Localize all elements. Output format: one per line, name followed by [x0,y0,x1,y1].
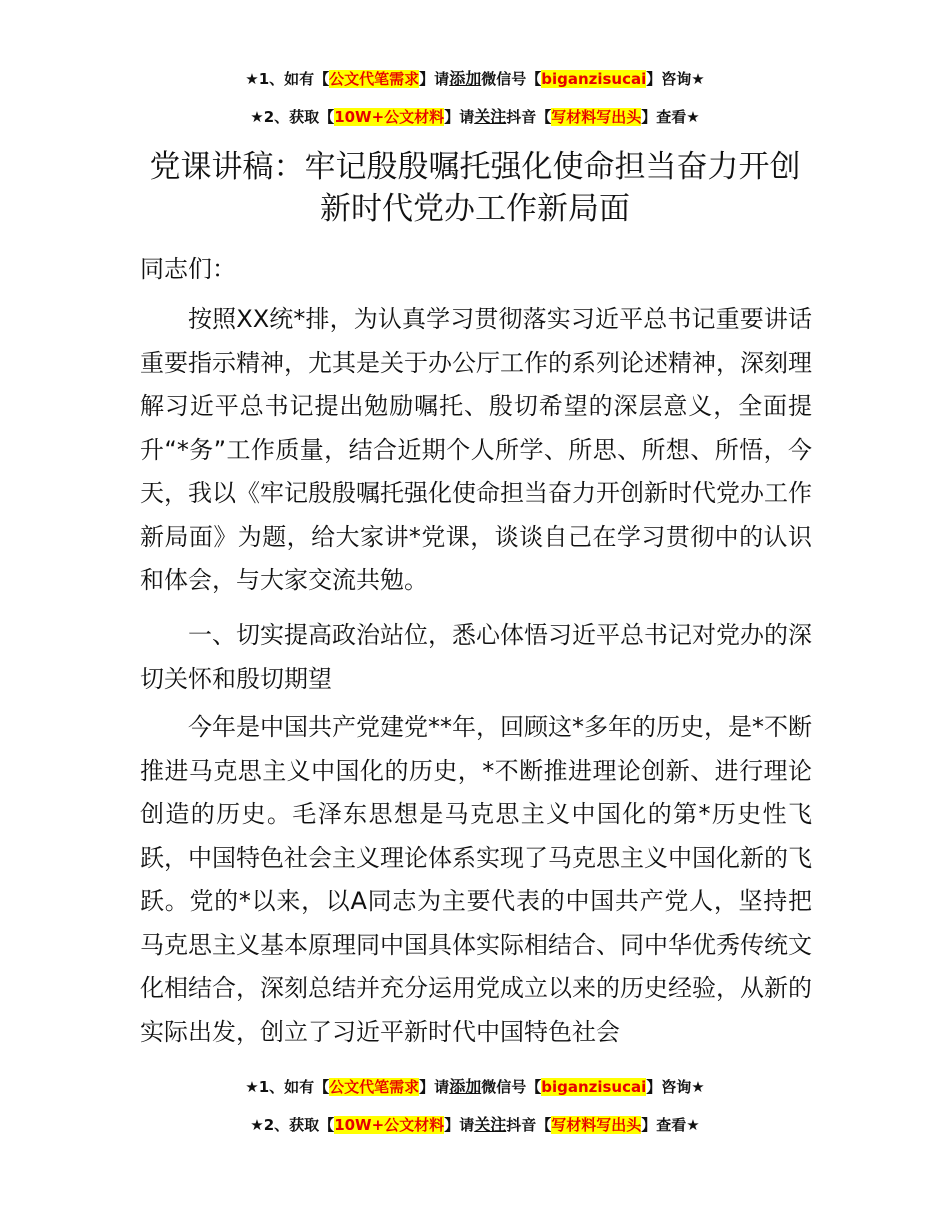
banner-text: 】查看★ [641,1116,700,1134]
banner-douyin-id: 写材料写出头 [551,1116,642,1134]
body-paragraph: 按照XX统*排，为认真学习贯彻落实习近平总书记重要讲话重要指示精神，尤其是关于办公厅工作的系列论述精神，深刻理解习近平总书记提出勉励嘱托、殷切希望的深层意义，全面提升“*务”工作质量，结合近期个人所学、所思、所想、所悟，今天，我以《牢记殷殷嘱托强化使命担当奋力开创新时代党办工作新局面》为题，给大家讲*党课，谈谈自己在学习贯彻中的认识和体会，与大家交流共勉。 [140,305,812,594]
banner-underlined-text: 关注 [474,1115,507,1134]
banner-text: 微信号【 [481,70,542,88]
banner-text: 】查看★ [641,108,700,126]
banner-highlight: 10W+公文材料 [334,108,445,126]
banner-text: ★2、获取【 [250,1116,335,1134]
promo-banner-line-2 [0,106,950,128]
section-heading: 一、切实提高政治站位，悉心体悟习近平总书记对党办的深切关怀和殷切期望 [140,621,812,693]
banner-douyin-id: 写材料写出头 [551,108,642,126]
document-title: 党课讲稿：牢记殷殷嘱托强化使命担当奋力开创新时代党办工作新局面 [149,149,801,227]
banner-text: ★1、如有【 [245,70,330,88]
banner-wechat-id: biganzisucai [541,70,647,88]
banner-text: 】咨询★ [646,70,705,88]
banner-text: 】请 [444,108,475,126]
banner-highlight: 公文代笔需求 [329,70,420,88]
promo-banner-line-2 [0,1114,950,1136]
banner-text: 】请 [419,1078,450,1096]
banner-underlined-text: 关注 [474,107,507,126]
banner-highlight: 10W+公文材料 [334,1116,445,1134]
banner-text: 】请 [419,70,450,88]
banner-text: 】请 [444,1116,475,1134]
banner-text: ★2、获取【 [250,108,335,126]
banner-text: 抖音【 [506,108,552,126]
banner-text: ★1、如有【 [245,1078,330,1096]
promo-banner-line-1 [0,1076,950,1098]
banner-highlight: 公文代笔需求 [329,1078,420,1096]
banner-text: 微信号【 [481,1078,542,1096]
banner-underlined-text: 添加 [449,69,482,88]
banner-text: 抖音【 [506,1116,552,1134]
salutation: 同志们： [140,255,236,283]
body-paragraph: 今年是中国共产党建党**年，回顾这*多年的历史，是*不断推进马克思主义中国化的历史，*不断推进理论创新、进行理论创造的历史。毛泽东思想是马克思主义中国化的第*历史性飞跃，中国特色社会主义理论体系实现了马克思主义中国化新的飞跃。党的*以来，以A同志为主要代表的中国共产党人，坚持把马克思主义基本原理同中国具体实际相结合、同中华优秀传统文化相结合，深刻总结并充分运用党成立以来的历史经验，从新的实际出发，创立了习近平新时代中国特色社会 [140,713,812,1046]
banner-wechat-id: biganzisucai [541,1078,647,1096]
promo-banner-line-1 [0,68,950,90]
banner-underlined-text: 添加 [449,1077,482,1096]
banner-text: 】咨询★ [646,1078,705,1096]
